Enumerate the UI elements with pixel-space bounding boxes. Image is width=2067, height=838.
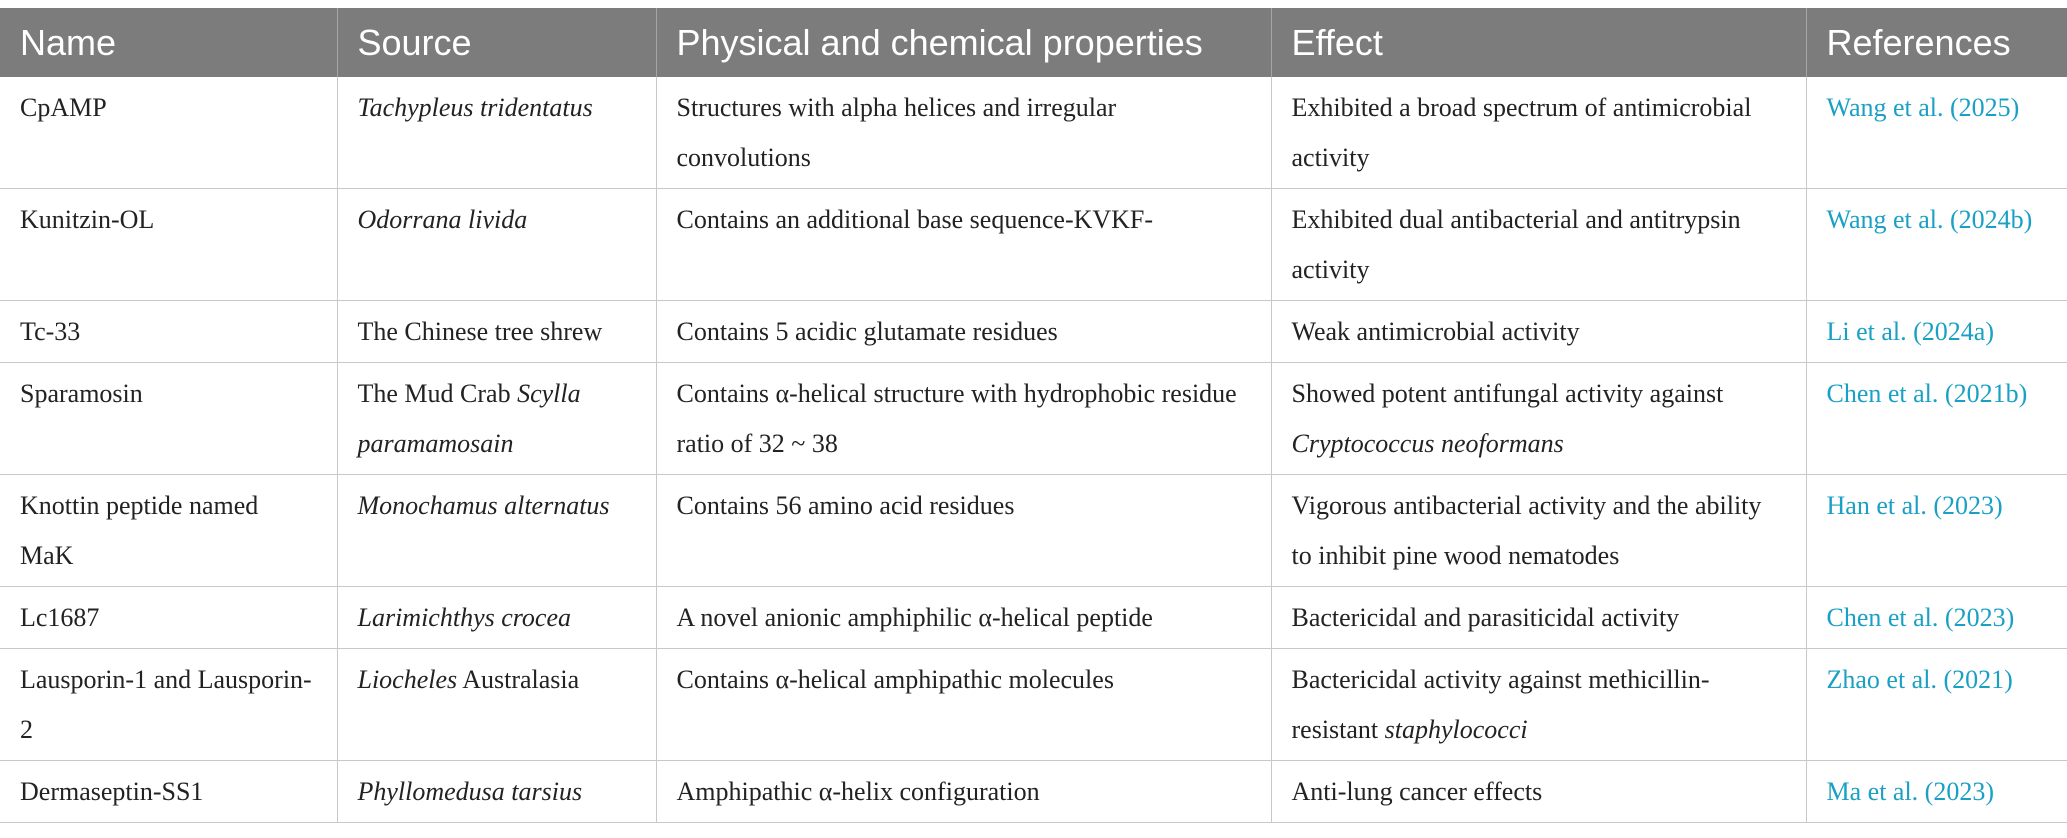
reference-link[interactable]: Wang et al. (2025)	[1826, 93, 2020, 122]
peptide-table	[0, 8, 2067, 823]
cell-source-text: Tachypleus tridentatus	[357, 93, 593, 122]
cell-properties-text: Contains 5 acidic glutamate residues	[676, 317, 1058, 346]
cell-source	[337, 649, 656, 761]
reference-link[interactable]: Han et al. (2023)	[1826, 491, 2003, 520]
header-references: References	[1806, 8, 2067, 77]
cell-source-text: Larimichthys crocea	[357, 603, 571, 632]
header-effect: Effect	[1271, 8, 1806, 77]
reference-link[interactable]: Chen et al. (2021b)	[1826, 379, 2028, 408]
table-row	[0, 189, 2067, 301]
table-row	[0, 77, 2067, 189]
cell-properties	[656, 761, 1271, 823]
header-row	[0, 8, 2067, 77]
table-row	[0, 475, 2067, 587]
cell-effect-text: Exhibited dual antibacterial and antitrypsin activity	[1291, 205, 1741, 284]
cell-reference	[1806, 301, 2067, 363]
cell-source	[337, 761, 656, 823]
cell-effect	[1271, 761, 1806, 823]
cell-properties-text: Contains an additional base sequence-KVKF-	[676, 205, 1154, 234]
cell-reference	[1806, 475, 2067, 587]
cell-properties	[656, 587, 1271, 649]
cell-name: CpAMP	[0, 77, 337, 189]
cell-source	[337, 189, 656, 301]
cell-properties-text: Amphipathic α-helix configuration	[676, 777, 1040, 806]
cell-effect	[1271, 363, 1806, 475]
cell-source	[337, 77, 656, 189]
cell-properties	[656, 363, 1271, 475]
header-source: Source	[337, 8, 656, 77]
cell-properties-text: Contains 56 amino acid residues	[676, 491, 1015, 520]
cell-effect-text: Weak antimicrobial activity	[1291, 317, 1580, 346]
cell-properties-text: Structures with alpha helices and irregular convolutions	[676, 93, 1117, 172]
cell-effect	[1271, 649, 1806, 761]
cell-properties	[656, 475, 1271, 587]
table-body	[0, 77, 2067, 823]
table-row	[0, 363, 2067, 475]
cell-name: Lausporin-1 and Lausporin-2	[0, 649, 337, 761]
cell-source-text: Phyllomedusa tarsius	[357, 777, 583, 806]
cell-properties	[656, 77, 1271, 189]
cell-effect	[1271, 301, 1806, 363]
cell-name: Lc1687	[0, 587, 337, 649]
cell-source	[337, 363, 656, 475]
header-name: Name	[0, 8, 337, 77]
cell-reference	[1806, 77, 2067, 189]
reference-link[interactable]: Zhao et al. (2021)	[1826, 665, 2013, 694]
reference-link[interactable]: Ma et al. (2023)	[1826, 777, 1995, 806]
cell-name: Knottin peptide named MaK	[0, 475, 337, 587]
cell-properties	[656, 301, 1271, 363]
cell-effect	[1271, 77, 1806, 189]
cell-properties	[656, 649, 1271, 761]
cell-source-text: The Mud Crab	[357, 379, 518, 408]
table-row	[0, 649, 2067, 761]
cell-source	[337, 475, 656, 587]
cell-properties	[656, 189, 1271, 301]
cell-effect-text: Showed potent antifungal activity against	[1291, 379, 1724, 408]
cell-effect-text: staphylococci	[1384, 715, 1528, 744]
cell-reference	[1806, 761, 2067, 823]
cell-source-text: Odorrana livida	[357, 205, 528, 234]
cell-name: Kunitzin-OL	[0, 189, 337, 301]
cell-source	[337, 587, 656, 649]
cell-name: Sparamosin	[0, 363, 337, 475]
cell-reference	[1806, 363, 2067, 475]
table-row	[0, 587, 2067, 649]
cell-source-text: Scylla paramamosain	[357, 379, 581, 458]
cell-name: Dermaseptin-SS1	[0, 761, 337, 823]
cell-effect-text: Cryptococcus neoformans	[1291, 429, 1564, 458]
cell-effect-text: Anti-lung cancer effects	[1291, 777, 1543, 806]
header-properties: Physical and chemical properties	[656, 8, 1271, 77]
cell-name: Tc-33	[0, 301, 337, 363]
cell-source-text: The Chinese tree shrew	[357, 317, 603, 346]
reference-link[interactable]: Chen et al. (2023)	[1826, 603, 2015, 632]
cell-source-text: Liocheles	[357, 665, 458, 694]
cell-effect-text: Exhibited a broad spectrum of antimicrobial activity	[1291, 93, 1752, 172]
cell-properties-text: Contains α-helical structure with hydrophobic residue ratio of 32 ~ 38	[676, 379, 1237, 458]
cell-effect-text: Bactericidal activity against methicillin-resistant	[1291, 665, 1710, 744]
reference-link[interactable]: Wang et al. (2024b)	[1826, 205, 2033, 234]
cell-properties-text: A novel anionic amphiphilic α-helical peptide	[676, 603, 1153, 632]
cell-effect	[1271, 189, 1806, 301]
cell-reference	[1806, 649, 2067, 761]
cell-effect-text: Vigorous antibacterial activity and the ability to inhibit pine wood nematodes	[1291, 491, 1762, 570]
table-row	[0, 301, 2067, 363]
table-row	[0, 761, 2067, 823]
cell-reference	[1806, 189, 2067, 301]
table-header	[0, 8, 2067, 77]
cell-effect	[1271, 587, 1806, 649]
cell-reference	[1806, 587, 2067, 649]
reference-link[interactable]: Li et al. (2024a)	[1826, 317, 1994, 346]
cell-source	[337, 301, 656, 363]
cell-effect-text: Bactericidal and parasiticidal activity	[1291, 603, 1680, 632]
cell-source-text: Monochamus alternatus	[357, 491, 610, 520]
cell-source-text: Australasia	[457, 665, 580, 694]
cell-properties-text: Contains α-helical amphipathic molecules	[676, 665, 1114, 694]
cell-effect	[1271, 475, 1806, 587]
